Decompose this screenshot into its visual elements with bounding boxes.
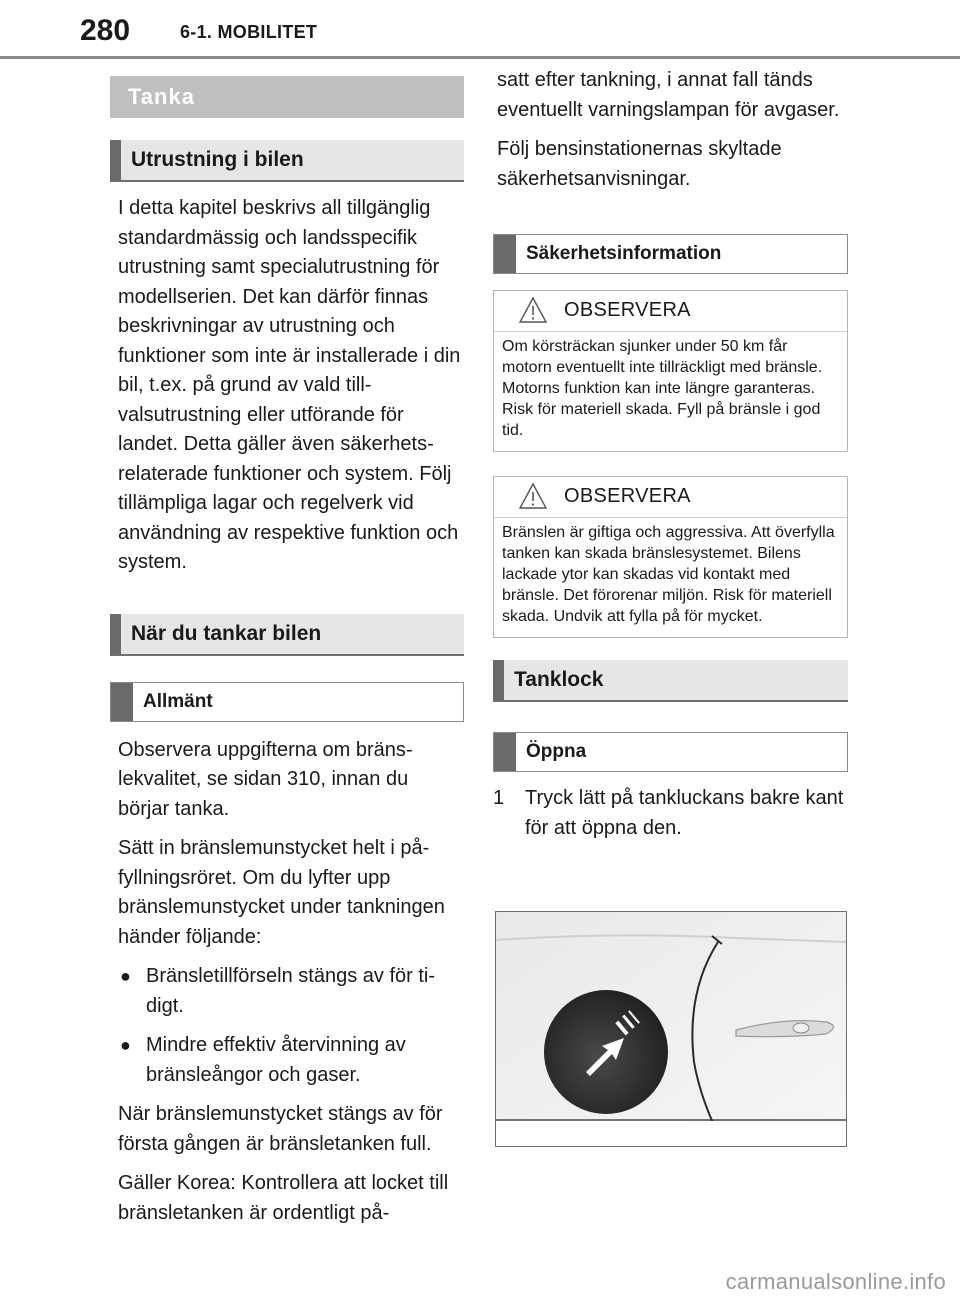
header-divider xyxy=(0,56,960,59)
heading-bar xyxy=(111,683,133,721)
subheading-oppna-label: Öppna xyxy=(526,741,587,762)
bullet-item xyxy=(118,1031,464,1090)
heading-bar xyxy=(494,733,516,771)
paragraph-galler-korea: Gäller Korea: Kontrollera att locket till bränsletanken är ordentligt på- xyxy=(118,1172,449,1224)
subheading-sakerhetsinformation xyxy=(493,234,848,274)
heading-bar xyxy=(494,235,516,273)
subheading-tanklock xyxy=(493,660,848,702)
intro-paragraph: I detta kapitel beskrivs all tillgänglig standardmässig och landsspecifik utrustning samt specialutrustning för modellserien. Det kan därför finnas beskrivningar av utrustning och funktioner som inte är installerade i din bil, t.ex. på grund av vald tillvalsutrustning eller utförande för landet. Detta gäller även säkerhetsrelaterade funktioner och system. Följ tillämpliga lagar och regelverk vid användning av respektive funktion och system. xyxy=(118,197,461,573)
section-heading-tanka: Tanka xyxy=(110,76,464,118)
heading-bar xyxy=(493,660,504,700)
left-column xyxy=(110,72,464,1228)
subheading-nar-du-tankar xyxy=(110,614,464,656)
warning-box xyxy=(493,290,848,452)
paragraph-continued: satt efter tankning, i annat fall tänds eventuellt varningslampan för avgaser. xyxy=(497,69,840,121)
step-item xyxy=(493,784,848,843)
paragraph-nar-stangs: När bränslemunstycket stängs av för första gången är bränsletanken full. xyxy=(118,1103,443,1155)
step-number: 1 xyxy=(493,787,505,809)
warning-label: OBSERVERA xyxy=(564,299,691,321)
subheading-allmant-label: Allmänt xyxy=(143,690,213,712)
subheading-allmant xyxy=(110,682,464,722)
subheading-nar-label: När du tankar bilen xyxy=(131,621,322,645)
subheading-sakerhet-label: Säkerhetsinformation xyxy=(526,243,722,264)
subheading-tanklock-label: Tanklock xyxy=(514,668,604,691)
warning-header xyxy=(494,477,847,518)
bullet-icon: ● xyxy=(120,1035,131,1055)
subheading-utrustning xyxy=(110,140,464,182)
fuel-flap-drawing xyxy=(496,912,846,1146)
heading-bar xyxy=(110,140,121,180)
heading-bar xyxy=(110,614,121,654)
warning-box xyxy=(493,476,848,638)
warning-label: OBSERVERA xyxy=(564,485,691,507)
bullet-text: Bränsletillförseln stängs av för tidigt. xyxy=(146,965,436,1017)
warning-header xyxy=(494,291,847,332)
step-text: Tryck lätt på tankluckans bakre kant för att öppna den. xyxy=(525,787,844,839)
subheading-oppna xyxy=(493,732,848,772)
paragraph-observera: Observera uppgifterna om bränslekvalitet, se sidan 310, innan du börjar tanka. xyxy=(118,738,413,820)
subheading-utrustning-label: Utrustning i bilen xyxy=(131,148,304,171)
bullet-icon: ● xyxy=(120,966,131,986)
paragraph-folj: Följ bensinstationernas skyltade säkerhetsanvisningar. xyxy=(497,138,782,190)
paragraph-satt-in: Sätt in bränslemunstycket helt i påfyllningsröret. Om du lyfter upp bränslemunstycket under tankningen händer följande: xyxy=(118,837,445,948)
warning-text: Bränslen är giftiga och aggressiva. Att överfylla tanken kan skada bränslesystemet. Bilens lackade ytor kan skadas vid kontakt med bränsle. Det förorenar miljön. Risk för materiell skada. Undvik att fylla på för mycket. xyxy=(502,524,835,625)
chapter-title: 6-1. MOBILITET xyxy=(180,22,318,42)
right-column xyxy=(493,66,848,843)
warning-triangle-icon xyxy=(518,482,548,510)
fuel-flap-illustration xyxy=(495,911,847,1147)
page-number: 280 xyxy=(80,14,131,47)
bullet-text: Mindre effektiv återvinning av bränsleångor och gaser. xyxy=(146,1034,406,1086)
watermark: carmanualsonline.info xyxy=(725,1269,946,1294)
warning-triangle-icon xyxy=(518,296,548,324)
bullet-item xyxy=(118,962,464,1021)
warning-text: Om körsträckan sjunker under 50 km får motorn eventuellt inte tillräckligt med bränsle. Motorns funktion kan inte längre garanteras. Risk för materiell skada. Fyll på bränsle i god tid. xyxy=(502,338,823,439)
